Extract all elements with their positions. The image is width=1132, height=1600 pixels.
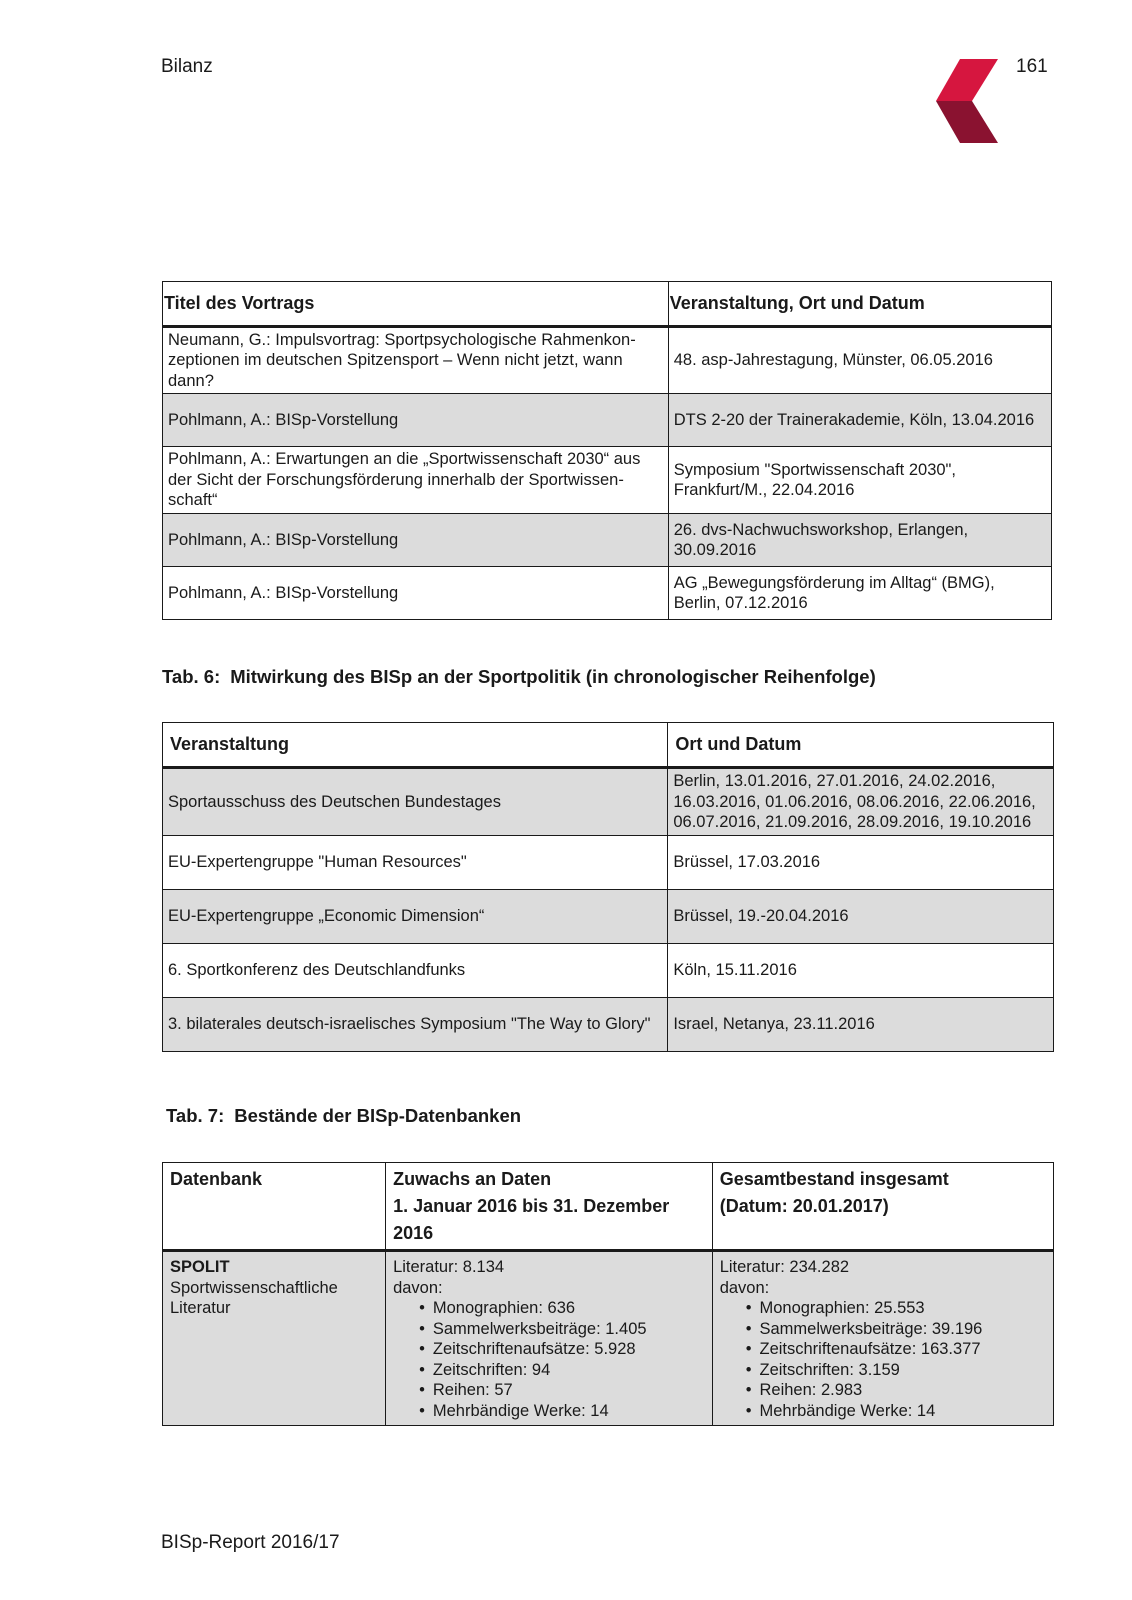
stock-cell bbox=[712, 1251, 1053, 1426]
lecture-title: Neumann, G.: Impulsvortrag: Sportpsychologische Rahmenkon-zeptionen im deutschen Spitzensport – Wenn nicht jetzt, wann dann? bbox=[163, 327, 669, 394]
lecture-event: AG „Bewegungsförderung im Alltag“ (BMG), Berlin, 07.12.2016 bbox=[668, 567, 1051, 620]
list-item: • Sammelwerksbeiträge: 1.405 bbox=[419, 1319, 705, 1340]
footer-report-title: BISp-Report 2016/17 bbox=[161, 1532, 340, 1553]
table-row bbox=[163, 944, 1054, 998]
col-header-gesamtbestand bbox=[712, 1163, 1053, 1251]
running-header-section: Bilanz bbox=[161, 56, 213, 77]
list-item: • Mehrbändige Werke: 14 bbox=[419, 1401, 705, 1422]
tab6-caption bbox=[162, 666, 876, 688]
bisp-chevron-logo bbox=[936, 59, 1000, 143]
tab7-title: Bestände der BISp-Datenbanken bbox=[234, 1105, 522, 1126]
databases-header-row bbox=[163, 1163, 1054, 1251]
event-place-date: Berlin, 13.01.2016, 27.01.2016, 24.02.2016, 16.03.2016, 01.06.2016, 08.06.2016, 22.06.2016, 06.07.2016, 21.09.2016, 28.09.2016, 19.10.2016 bbox=[668, 768, 1054, 836]
list-item: • Zeitschriften: 94 bbox=[419, 1360, 705, 1381]
col-header-zuwachs-line2: 1. Januar 2016 bis 31. Dezember 2016 bbox=[393, 1196, 670, 1243]
col-header-gesamtbestand-line1: Gesamtbestand insgesamt bbox=[719, 1169, 949, 1189]
list-item: • Monographien: 25.553 bbox=[746, 1298, 1046, 1319]
growth-davon: davon: bbox=[393, 1278, 443, 1297]
col-header-veranstaltung: Veranstaltung bbox=[163, 723, 668, 768]
page-number: 161 bbox=[1016, 56, 1048, 77]
event-name: EU-Expertengruppe "Human Resources" bbox=[163, 836, 668, 890]
col-header-zuwachs bbox=[386, 1163, 713, 1251]
col-header-datenbank bbox=[163, 1163, 386, 1251]
table-row bbox=[163, 447, 1052, 514]
lecture-event: 26. dvs-Nachwuchsworkshop, Erlangen, 30.09.2016 bbox=[668, 514, 1051, 567]
database-name: SPOLIT bbox=[170, 1258, 230, 1276]
event-place-date: Köln, 15.11.2016 bbox=[668, 944, 1054, 998]
table-row bbox=[163, 890, 1054, 944]
event-place-date: Israel, Netanya, 23.11.2016 bbox=[668, 998, 1054, 1052]
table-row bbox=[163, 836, 1054, 890]
lecture-title: Pohlmann, A.: BISp-Vorstellung bbox=[163, 514, 669, 567]
tab6-number: Tab. 6: bbox=[162, 666, 221, 687]
list-item: • Zeitschriften: 3.159 bbox=[746, 1360, 1046, 1381]
growth-cell bbox=[386, 1251, 713, 1426]
col-header-datenbank-label: Datenbank bbox=[170, 1169, 263, 1189]
lecture-title: Pohlmann, A.: BISp-Vorstellung bbox=[163, 394, 669, 447]
logo-lower-shape bbox=[936, 101, 998, 143]
databases-table bbox=[162, 1162, 1054, 1426]
table-row bbox=[163, 567, 1052, 620]
lectures-header-row bbox=[163, 282, 1052, 327]
stock-davon: davon: bbox=[719, 1278, 770, 1297]
list-item: • Reihen: 2.983 bbox=[746, 1380, 1046, 1401]
event-name: EU-Expertengruppe „Economic Dimension“ bbox=[163, 890, 668, 944]
table-row bbox=[163, 394, 1052, 447]
col-header-event: Veranstaltung, Ort und Datum bbox=[668, 282, 1051, 327]
col-header-gesamtbestand-line2: (Datum: 20.01.2017) bbox=[719, 1196, 889, 1216]
lecture-title: Pohlmann, A.: BISp-Vorstellung bbox=[163, 567, 669, 620]
list-item: • Zeitschriftenaufsätze: 163.377 bbox=[746, 1339, 1046, 1360]
lecture-event: 48. asp-Jahrestagung, Münster, 06.05.2016 bbox=[668, 327, 1051, 394]
sportpolitik-table bbox=[162, 722, 1054, 1052]
table-row bbox=[163, 998, 1054, 1052]
event-place-date: Brüssel, 19.-20.04.2016 bbox=[668, 890, 1054, 944]
col-header-zuwachs-line1: Zuwachs an Daten bbox=[393, 1169, 552, 1189]
lecture-event: DTS 2-20 der Trainerakademie, Köln, 13.04.2016 bbox=[668, 394, 1051, 447]
col-header-title: Titel des Vortrags bbox=[163, 282, 669, 327]
event-name: 3. bilaterales deutsch-israelisches Symposium "The Way to Glory" bbox=[163, 998, 668, 1052]
tab7-number: Tab. 7: bbox=[166, 1105, 225, 1126]
table-row bbox=[163, 768, 1054, 836]
stock-list bbox=[720, 1298, 1046, 1421]
database-description: Sportwissenschaftliche Literatur bbox=[170, 1278, 338, 1317]
tab6-title: Mitwirkung des BISp an der Sportpolitik (in chronologischer Reihenfolge) bbox=[230, 666, 876, 687]
growth-list bbox=[393, 1298, 705, 1421]
event-place-date: Brüssel, 17.03.2016 bbox=[668, 836, 1054, 890]
lecture-title: Pohlmann, A.: Erwartungen an die „Sportwissenschaft 2030“ aus der Sicht der Forschungsförderung innerhalb der Sportwissen-schaft“ bbox=[163, 447, 669, 514]
table-row bbox=[163, 1251, 1054, 1426]
list-item: • Mehrbändige Werke: 14 bbox=[746, 1401, 1046, 1422]
sportpolitik-header-row bbox=[163, 723, 1054, 768]
list-item: • Reihen: 57 bbox=[419, 1380, 705, 1401]
col-header-ort-datum: Ort und Datum bbox=[668, 723, 1054, 768]
logo-upper-shape bbox=[936, 59, 998, 101]
lectures-table bbox=[162, 281, 1052, 620]
table-row bbox=[163, 514, 1052, 567]
list-item: • Zeitschriftenaufsätze: 5.928 bbox=[419, 1339, 705, 1360]
tab7-caption bbox=[166, 1105, 521, 1127]
list-item: • Monographien: 636 bbox=[419, 1298, 705, 1319]
event-name: 6. Sportkonferenz des Deutschlandfunks bbox=[163, 944, 668, 998]
database-cell bbox=[163, 1251, 386, 1426]
list-item: • Sammelwerksbeiträge: 39.196 bbox=[746, 1319, 1046, 1340]
stock-total: Literatur: 234.282 bbox=[719, 1258, 850, 1276]
table-row bbox=[163, 327, 1052, 394]
lecture-event: Symposium "Sportwissenschaft 2030", Frankfurt/M., 22.04.2016 bbox=[668, 447, 1051, 514]
growth-total: Literatur: 8.134 bbox=[393, 1258, 505, 1276]
event-name: Sportausschuss des Deutschen Bundestages bbox=[163, 768, 668, 836]
